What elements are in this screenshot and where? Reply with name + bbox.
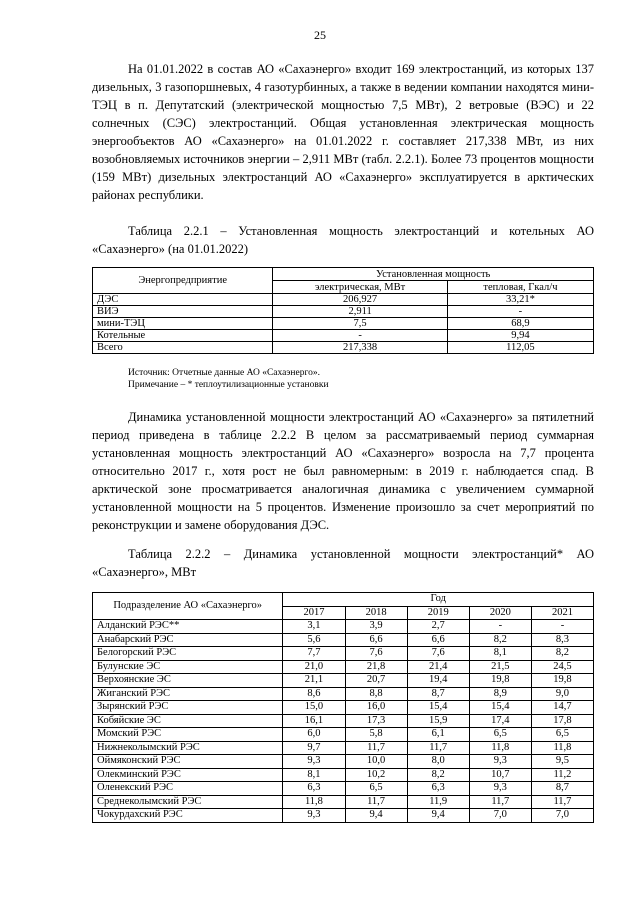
division-name: Верхоянские ЭС	[93, 674, 283, 688]
table1-source: Источник: Отчетные данные АО «Сахаэнерго».	[128, 368, 321, 378]
capacity-value: 21,4	[407, 660, 469, 674]
capacity-value: 6,1	[407, 728, 469, 742]
year-header: 2020	[469, 606, 531, 620]
year-header: 2021	[531, 606, 593, 620]
table1-caption: Таблица 2.2.1 – Установленная мощность электростанций и котельных АО «Сахаэнерго» (на 01.01.2022)	[92, 224, 594, 256]
table-row	[93, 768, 594, 782]
table-row	[93, 330, 594, 342]
capacity-value: 6,5	[531, 728, 593, 742]
capacity-value: 15,0	[283, 701, 345, 715]
table-row	[93, 809, 594, 823]
capacity-value: -	[469, 620, 531, 634]
table1-note: Примечание – * теплоутилизационные установки	[128, 380, 329, 390]
capacity-value: 14,7	[531, 701, 593, 715]
division-name: Жиганский РЭС	[93, 687, 283, 701]
intro-paragraph: На 01.01.2022 в состав АО «Сахаэнерго» входит 169 электростанций, из которых 137 дизельных, 3 газопоршневых, 4 газотурбинных, а также в ведении компании находятся мини-ТЭЦ в п. Депутатский (электрической мощностью 7,5 МВт), 2 ветровые (ВЭС) и 22 солнечных (СЭС) электростанций. Общая установленная электрическая мощность энергообъектов АО «Сахаэнерго» на 01.01.2022 г. составляет 217,338 МВт, из них возобновляемых источников энергии – 2,911 МВт (табл. 2.2.1). Более 73 процентов мощности (159 МВт) дизельных электростанций АО «Сахаэнерго» эксплуатируется в арктических районах республики.	[92, 62, 594, 202]
electric-capacity: 206,927	[273, 294, 447, 306]
capacity-value: 9,0	[531, 687, 593, 701]
thermal-capacity: 68,9	[447, 318, 593, 330]
capacity-value: 3,9	[345, 620, 407, 634]
enterprise-name: Всего	[93, 342, 273, 354]
capacity-value: 11,7	[469, 795, 531, 809]
capacity-value: 2,7	[407, 620, 469, 634]
capacity-value: 11,7	[345, 795, 407, 809]
capacity-value: 8,3	[531, 633, 593, 647]
col-group-header: Установленная мощность	[273, 268, 594, 281]
capacity-value: 15,4	[469, 701, 531, 715]
table-row	[93, 687, 594, 701]
capacity-value: 7,7	[283, 647, 345, 661]
division-name: Зырянский РЭС	[93, 701, 283, 715]
dynamics-paragraph: Динамика установленной мощности электростанций АО «Сахаэнерго» за пятилетний период приведена в таблице 2.2.2 В целом за рассматриваемый период суммарная установленная мощность электростанций АО «Сахаэнерго» возросла на 7,7 процента относительно 2017 г., хотя рост не был равномерным: в 2019 г. наблюдается спад. В арктической зоне просматривается аналогичная динамика с увеличением суммарной установленной мощности на 5 процентов. Изменение произошло за счет мероприятий по реконструкции и замене оборудования ДЭС.	[92, 410, 594, 532]
capacity-value: 17,4	[469, 714, 531, 728]
capacity-value: 7,6	[345, 647, 407, 661]
table-row	[93, 728, 594, 742]
capacity-value: 15,4	[407, 701, 469, 715]
capacity-value: 7,0	[469, 809, 531, 823]
capacity-value: 6,5	[345, 782, 407, 796]
col-year-header: Год	[283, 593, 594, 607]
enterprise-name: Котельные	[93, 330, 273, 342]
capacity-value: 19,4	[407, 674, 469, 688]
capacity-value: 19,8	[469, 674, 531, 688]
page-number: 25	[314, 28, 326, 42]
col-electric-header: электрическая, МВт	[273, 281, 447, 294]
capacity-value: 17,8	[531, 714, 593, 728]
capacity-value: 11,2	[531, 768, 593, 782]
capacity-value: 8,2	[407, 768, 469, 782]
capacity-value: 8,7	[407, 687, 469, 701]
thermal-capacity: 9,94	[447, 330, 593, 342]
col-division-header: Подразделение АО «Сахаэнерго»	[93, 593, 283, 620]
capacity-value: 9,7	[283, 741, 345, 755]
capacity-value: 21,0	[283, 660, 345, 674]
capacity-value: 10,2	[345, 768, 407, 782]
division-name: Момский РЭС	[93, 728, 283, 742]
table-row	[93, 741, 594, 755]
year-header: 2019	[407, 606, 469, 620]
table-row	[93, 318, 594, 330]
table-row	[93, 620, 594, 634]
thermal-capacity: -	[447, 306, 593, 318]
division-name: Алданский РЭС**	[93, 620, 283, 634]
capacity-value: 8,6	[283, 687, 345, 701]
division-name: Чокурдахский РЭС	[93, 809, 283, 823]
year-header: 2017	[283, 606, 345, 620]
capacity-value: 7,6	[407, 647, 469, 661]
capacity-value: 8,8	[345, 687, 407, 701]
capacity-value: 11,9	[407, 795, 469, 809]
capacity-value: 19,8	[531, 674, 593, 688]
capacity-value: 8,0	[407, 755, 469, 769]
capacity-value: 6,3	[407, 782, 469, 796]
table-row	[93, 342, 594, 354]
capacity-value: 5,6	[283, 633, 345, 647]
enterprise-name: ВИЭ	[93, 306, 273, 318]
capacity-value: 21,8	[345, 660, 407, 674]
table-row	[93, 714, 594, 728]
capacity-value: 11,7	[531, 795, 593, 809]
electric-capacity: 2,911	[273, 306, 447, 318]
division-name: Кобяйские ЭС	[93, 714, 283, 728]
division-name: Анабарский РЭС	[93, 633, 283, 647]
col-enterprise-header: Энергопредприятие	[93, 268, 273, 294]
capacity-value: 6,3	[283, 782, 345, 796]
capacity-value: 16,1	[283, 714, 345, 728]
year-header: 2018	[345, 606, 407, 620]
capacity-value: 9,5	[531, 755, 593, 769]
capacity-value: 7,0	[531, 809, 593, 823]
division-name: Оймяконский РЭС	[93, 755, 283, 769]
table-row	[93, 795, 594, 809]
capacity-value: 9,3	[469, 782, 531, 796]
installed-capacity-table	[92, 267, 594, 354]
capacity-dynamics-table	[92, 592, 594, 823]
capacity-value: 11,8	[283, 795, 345, 809]
division-name: Олекминский РЭС	[93, 768, 283, 782]
capacity-value: 20,7	[345, 674, 407, 688]
enterprise-name: ДЭС	[93, 294, 273, 306]
capacity-value: -	[531, 620, 593, 634]
capacity-value: 11,8	[531, 741, 593, 755]
division-name: Среднеколымский РЭС	[93, 795, 283, 809]
electric-capacity: 217,338	[273, 342, 447, 354]
capacity-value: 8,7	[531, 782, 593, 796]
capacity-value: 21,5	[469, 660, 531, 674]
table-row	[93, 782, 594, 796]
capacity-value: 10,7	[469, 768, 531, 782]
table2-caption: Таблица 2.2.2 – Динамика установленной мощности электростанций* АО «Сахаэнерго», МВт	[92, 547, 594, 579]
thermal-capacity: 33,21*	[447, 294, 593, 306]
table-row	[93, 633, 594, 647]
capacity-value: 10,0	[345, 755, 407, 769]
capacity-value: 11,7	[407, 741, 469, 755]
capacity-value: 21,1	[283, 674, 345, 688]
capacity-value: 5,8	[345, 728, 407, 742]
capacity-value: 9,3	[283, 809, 345, 823]
capacity-value: 9,3	[283, 755, 345, 769]
table-row	[93, 306, 594, 318]
table-row	[93, 294, 594, 306]
capacity-value: 9,4	[345, 809, 407, 823]
capacity-value: 8,9	[469, 687, 531, 701]
thermal-capacity: 112,05	[447, 342, 593, 354]
capacity-value: 6,6	[345, 633, 407, 647]
division-name: Нижнеколымский РЭС	[93, 741, 283, 755]
division-name: Белогорский РЭС	[93, 647, 283, 661]
capacity-value: 9,4	[407, 809, 469, 823]
division-name: Булунские ЭС	[93, 660, 283, 674]
col-thermal-header: тепловая, Гкал/ч	[447, 281, 593, 294]
capacity-value: 8,1	[283, 768, 345, 782]
capacity-value: 15,9	[407, 714, 469, 728]
table-row	[93, 647, 594, 661]
table-row	[93, 674, 594, 688]
capacity-value: 16,0	[345, 701, 407, 715]
capacity-value: 8,1	[469, 647, 531, 661]
capacity-value: 9,3	[469, 755, 531, 769]
electric-capacity: -	[273, 330, 447, 342]
electric-capacity: 7,5	[273, 318, 447, 330]
capacity-value: 11,7	[345, 741, 407, 755]
capacity-value: 11,8	[469, 741, 531, 755]
table-row	[93, 755, 594, 769]
capacity-value: 3,1	[283, 620, 345, 634]
capacity-value: 24,5	[531, 660, 593, 674]
enterprise-name: мини-ТЭЦ	[93, 318, 273, 330]
division-name: Оленекский РЭС	[93, 782, 283, 796]
capacity-value: 8,2	[531, 647, 593, 661]
capacity-value: 6,0	[283, 728, 345, 742]
capacity-value: 6,5	[469, 728, 531, 742]
capacity-value: 17,3	[345, 714, 407, 728]
table-row	[93, 660, 594, 674]
capacity-value: 6,6	[407, 633, 469, 647]
capacity-value: 8,2	[469, 633, 531, 647]
table-row	[93, 701, 594, 715]
